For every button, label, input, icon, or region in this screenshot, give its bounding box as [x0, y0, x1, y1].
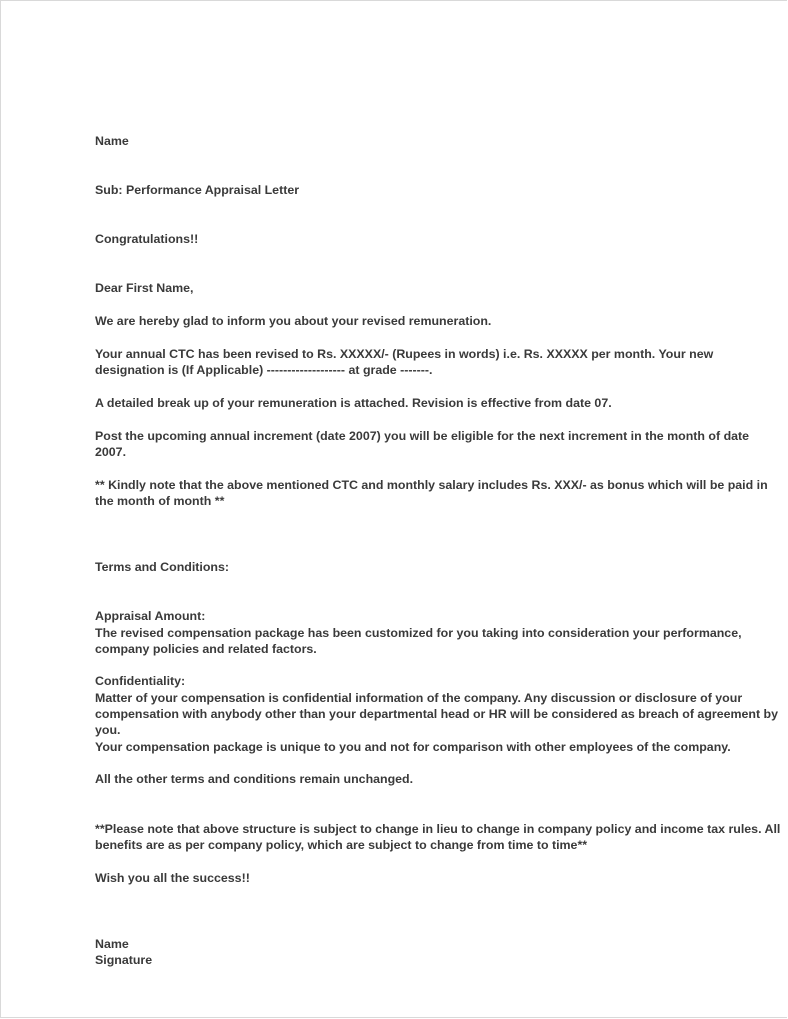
salutation: Dear First Name, — [95, 281, 194, 295]
appraisal-paragraph-line-2: company policies and related factors. — [95, 642, 317, 656]
confidentiality-paragraph-line-4: Your compensation package is unique to you and not for comparison with other employees of the company. — [95, 740, 731, 754]
increment-paragraph-line-2: 2007. — [95, 445, 127, 459]
breakup-paragraph: A detailed break up of your remuneration is attached. Revision is effective from date 07. — [95, 396, 612, 410]
confidentiality-paragraph-line-1: Matter of your compensation is confidential information of the company. Any discussion or disclosure of your — [95, 691, 743, 705]
policy-note-line-1: **Please note that above structure is subject to change in lieu to change in company policy and income tax rules. All — [95, 822, 781, 836]
increment-paragraph-line-1: Post the upcoming annual increment (date 2007) you will be eligible for the next increment in the month of date — [95, 429, 750, 443]
confidentiality-paragraph-line-3: you. — [95, 723, 121, 737]
signature-line: Signature — [95, 953, 153, 967]
other-terms-line: All the other terms and conditions remain unchanged. — [95, 772, 414, 786]
bonus-note-line-2: the month of month ** — [95, 494, 225, 508]
intro-paragraph: We are hereby glad to inform you about your revised remuneration. — [95, 314, 492, 328]
sender-name: Name — [95, 937, 129, 951]
subject-line: Sub: Performance Appraisal Letter — [95, 183, 300, 197]
congratulations-line: Congratulations!! — [95, 232, 199, 246]
closing-wish: Wish you all the success!! — [95, 871, 250, 885]
confidentiality-paragraph-line-2: compensation with anybody other than your departmental head or HR will be considered as breach of agreement by — [95, 707, 778, 721]
confidentiality-heading: Confidentiality: — [95, 674, 186, 688]
terms-heading: Terms and Conditions: — [95, 560, 230, 574]
ctc-paragraph-line-2: designation is (If Applicable) ------------------- at grade -------. — [95, 363, 433, 377]
appraisal-paragraph-line-1: The revised compensation package has been customized for you taking into consideration your performance, — [95, 626, 742, 640]
bonus-note-line-1: ** Kindly note that the above mentioned CTC and monthly salary includes Rs. XXX/- as bonus which will be paid in — [95, 478, 768, 492]
appraisal-heading: Appraisal Amount: — [95, 609, 206, 623]
recipient-name: Name — [95, 134, 129, 148]
policy-note-line-2: benefits are as per company policy, which are subject to change from time to time** — [95, 838, 588, 852]
ctc-paragraph-line-1: Your annual CTC has been revised to Rs. XXXXX/- (Rupees in words) i.e. Rs. XXXXX per month. Your new — [95, 347, 714, 361]
